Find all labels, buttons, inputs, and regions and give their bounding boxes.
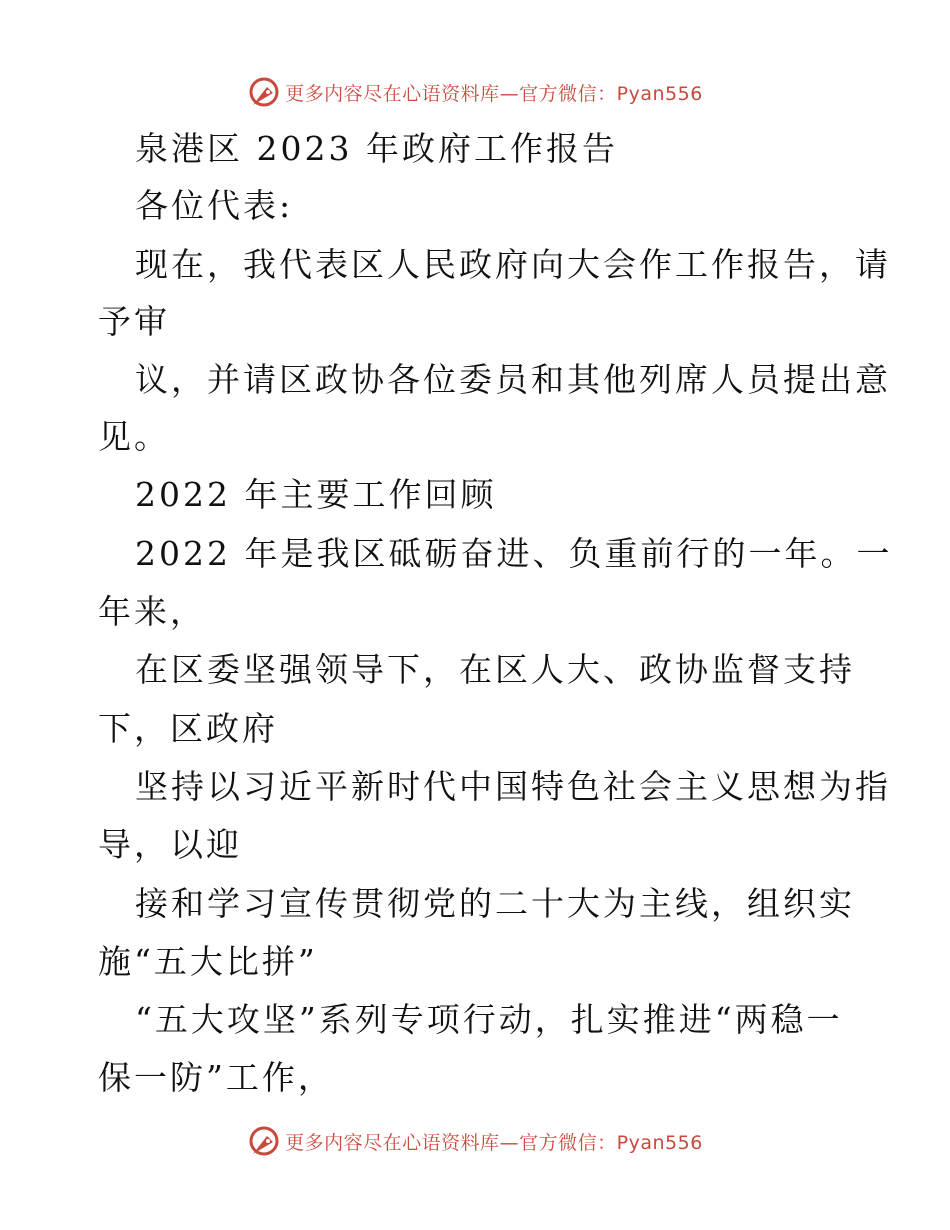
text-line: 施“五大比拼” <box>98 942 318 981</box>
text-line: 年来， <box>98 592 206 631</box>
watermark-text: 更多内容尽在心语资料库—官方微信：Pyan556 <box>285 1131 703 1154</box>
document-title: 泉港区 2023 年政府工作报告 <box>135 129 618 168</box>
text-line: 接和学习宣传贯彻党的二十大为主线，组织实 <box>135 884 855 923</box>
text-line: 各位代表: <box>135 186 294 225</box>
pen-nib-circle-icon <box>247 1124 281 1158</box>
watermark-header <box>0 72 950 112</box>
text-line: 坚持以习近平新时代中国特色社会主义思想为指 <box>135 767 891 806</box>
text-line: 导，以迎 <box>98 825 242 864</box>
text-line: 保一防”工作， <box>98 1058 334 1097</box>
text-line: 在区委坚强领导下，在区人大、政协监督支持 <box>135 650 855 689</box>
section-heading: 2022 年主要工作回顾 <box>135 475 497 514</box>
watermark-text: 更多内容尽在心语资料库—官方微信：Pyan556 <box>285 82 703 105</box>
text-line: 议，并请区政协各位委员和其他列席人员提出意 <box>135 360 891 399</box>
text-line: “五大攻坚”系列专项行动，扎实推进“两稳一 <box>135 1000 843 1039</box>
text-line: 予审 <box>98 302 170 341</box>
text-line: 2022 年是我区砥砺奋进、负重前行的一年。一 <box>135 534 893 573</box>
text-line: 见。 <box>98 417 170 456</box>
text-line: 现在，我代表区人民政府向大会作工作报告，请 <box>135 245 891 284</box>
watermark-footer <box>0 1121 950 1161</box>
text-line: 下，区政府 <box>98 709 278 748</box>
pen-nib-circle-icon <box>247 75 281 109</box>
